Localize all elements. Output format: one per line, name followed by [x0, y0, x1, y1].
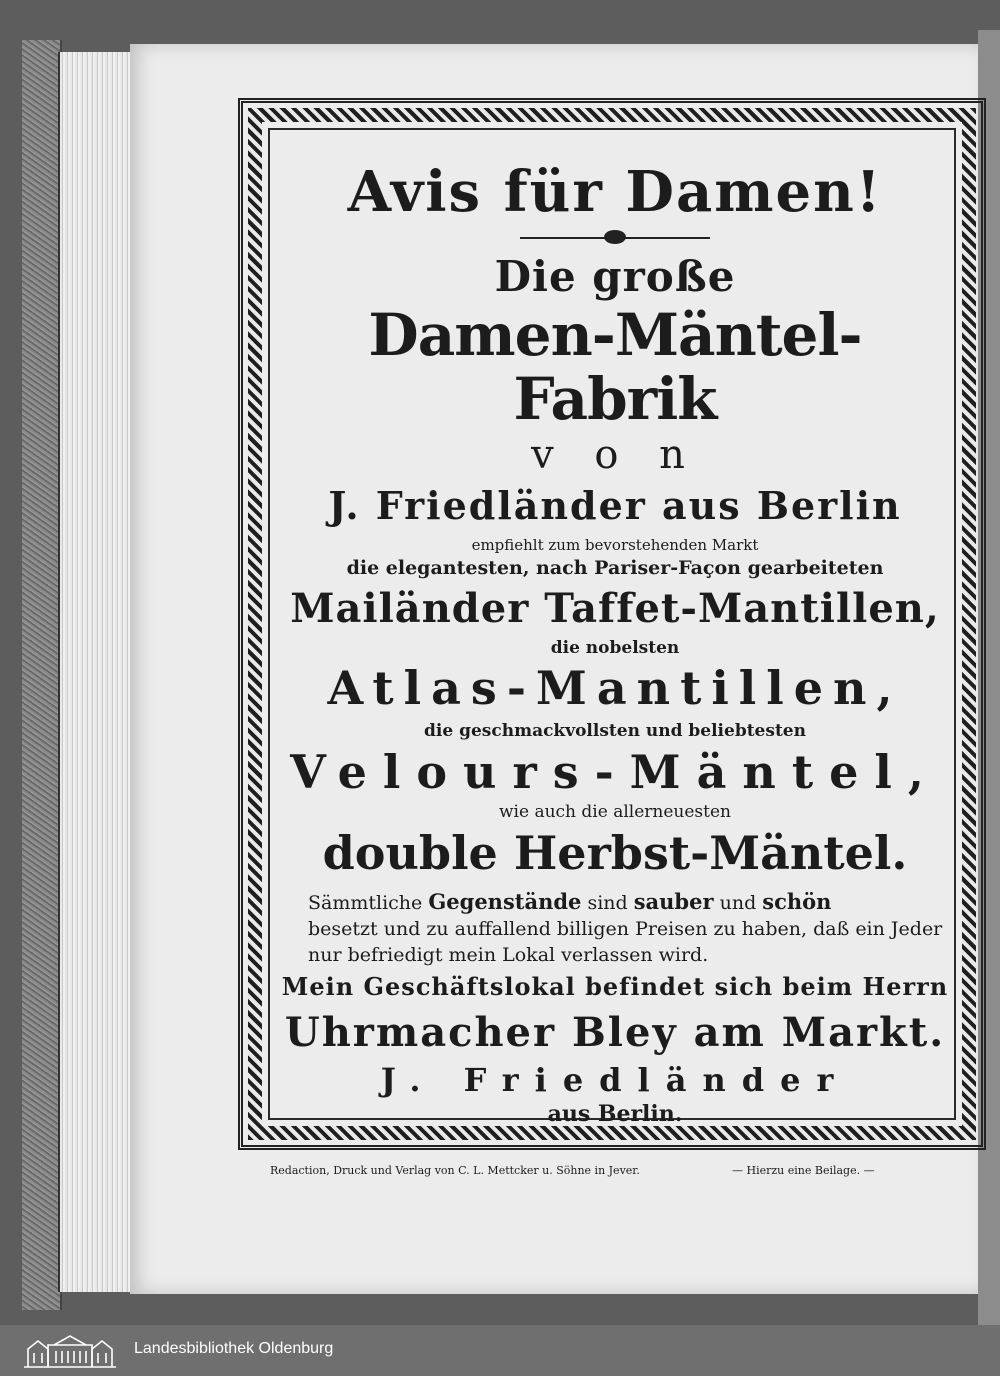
imprint-footer: Redaction, Druck und Verlag von C. L. Mettcker u. Söhne in Jever. — [270, 1164, 640, 1177]
library-name: Landesbibliothek Oldenburg — [134, 1340, 334, 1357]
para-line-2: besetzt und zu auffallend billigen Preisen zu haben, daß ein Jeder — [308, 918, 943, 941]
product-4: double Herbst-Mäntel. — [322, 825, 908, 880]
owner-name: J. Friedländer aus Berlin — [328, 483, 902, 529]
ad-headline: Die große — [494, 251, 736, 301]
advertisement — [270, 160, 960, 1126]
company-name: Damen-Mäntel-Fabrik — [368, 300, 862, 433]
supplement-note: — Hierzu eine Beilage. — — [732, 1164, 875, 1177]
signature-city: aus Berlin. — [547, 1100, 683, 1127]
product-3: Velours-Mäntel, — [290, 744, 940, 799]
para-word-6: schön — [762, 889, 832, 915]
ad-line-5: wie auch die allerneuesten — [499, 802, 731, 823]
ornament-divider — [520, 230, 710, 246]
signature-name: J. Friedländer — [380, 1060, 850, 1099]
location-line-2: Uhrmacher Bley am Markt. — [284, 1008, 946, 1056]
para-word-3: sind — [587, 892, 628, 915]
para-line-3: nur befriedigt mein Lokal verlassen wird. — [308, 943, 709, 966]
von-text: v o n — [531, 432, 699, 479]
para-word-2: Gegenstände — [428, 889, 582, 915]
book-cover-edge — [22, 40, 62, 1310]
ad-line-1: empfiehlt zum bevorstehenden Markt — [471, 536, 759, 555]
para-word-4: sauber — [633, 889, 714, 915]
para-word-5: und — [719, 892, 757, 915]
para-word-1: Sämmtliche — [308, 892, 423, 915]
ad-line-4: die geschmackvollsten und beliebtesten — [424, 720, 806, 741]
location-line-1: Mein Geschäftslokal befindet sich beim Herrn — [281, 972, 949, 1002]
ad-line-2: die elegantesten, nach Pariser-Façon gearbeiteten — [346, 556, 884, 579]
library-building-icon — [22, 1333, 118, 1369]
ad-title: Avis für Damen! — [347, 159, 883, 225]
product-1: Mailänder Taffet-Mantillen, — [290, 584, 940, 632]
product-2: Atlas-Mantillen, — [327, 661, 903, 716]
ad-line-3: die nobelsten — [550, 637, 680, 658]
ad-paragraph — [270, 888, 960, 968]
library-branding-bar — [0, 1325, 1000, 1376]
